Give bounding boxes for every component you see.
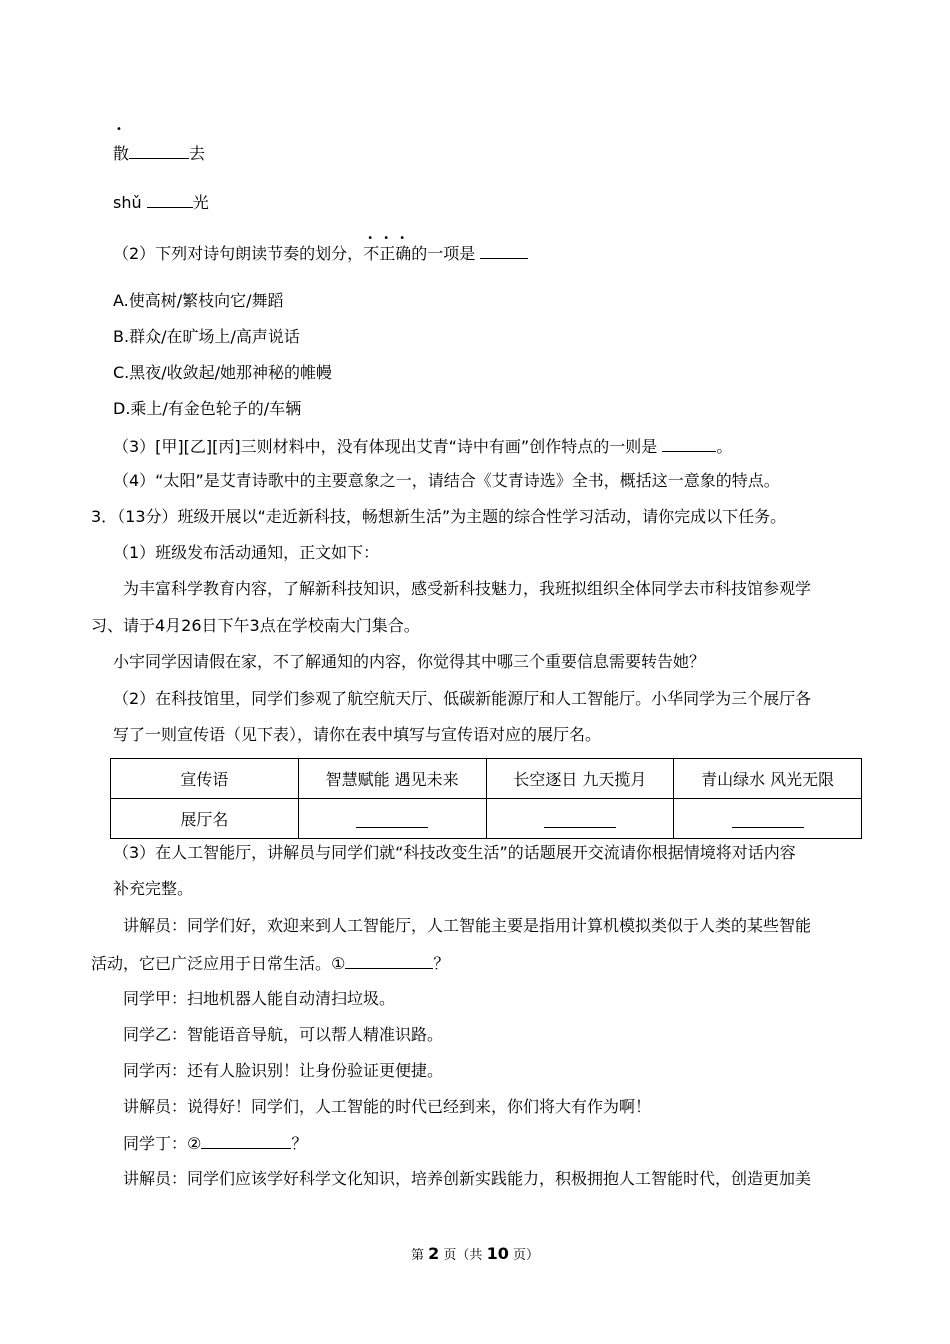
page-total: 10 — [486, 1244, 509, 1263]
question-text: （3）[甲][乙][丙]三则材料中，没有体现出艾青“诗中有画”创作特点的一则是 — [113, 437, 658, 456]
guide-speech-1-line1: 讲解员：同学们好，欢迎来到人工智能厅，人工智能主要是指用计算机模拟类似于人类的某些智能 — [123, 916, 812, 935]
page-footer: 第 2 页（共 10 页） — [410, 1244, 539, 1263]
guide-speech-2: 讲解员：说得好！同学们，人工智能的时代已经到来，你们将大有作为啊！ — [123, 1097, 652, 1116]
question-text: 的一项是 — [411, 244, 476, 263]
char-san: 散 — [113, 144, 130, 163]
question-3-1: （1）班级发布活动通知，正文如下： — [113, 543, 380, 562]
question-3-3-line2: 补充完整。 — [113, 879, 194, 898]
question-3-2-line2: 写了一则宣传语（见下表），请你在表中填写与宣传语对应的展厅名。 — [113, 725, 602, 744]
page-number: 2 — [428, 1244, 440, 1263]
student-ding: 同学丁：② ？ — [123, 1134, 308, 1153]
slogan-cell: 长空逐日 九天揽月 — [486, 759, 674, 799]
slogan-cell: 青山绿水 风光无限 — [674, 759, 862, 799]
table-row — [111, 799, 862, 839]
answer-blank[interactable] — [147, 191, 193, 208]
question-3-3-line1: （3）在人工智能厅，讲解员与同学们就“科技改变生活”的话题展开交流请你根据情境将对话内容 — [113, 843, 796, 862]
table-row — [111, 759, 862, 799]
char-qu: 去 — [189, 144, 206, 163]
fill-row-san — [113, 142, 205, 165]
option-c: C.黑夜/收敛起/她那神秘的帷幔 — [113, 363, 333, 382]
question-2-4: （4）“太阳”是艾青诗歌中的主要意象之一，请结合《艾青诗选》全书，概括这一意象的特点。 — [113, 471, 780, 490]
question-3-title: 3．（13分）班级开展以“走近新科技，畅想新生活”为主题的综合性学习活动，请你完成以下任务。 — [91, 507, 787, 526]
question-2-2 — [113, 233, 528, 265]
answer-blank[interactable] — [662, 435, 716, 452]
answer-blank[interactable] — [732, 811, 804, 828]
emphasis-dot: • — [116, 124, 122, 135]
slogan-table — [110, 758, 862, 839]
emphasis-dot: • — [383, 233, 390, 244]
guide-speech-1-line2: 活动，它已广泛应用于日常生活。① ？ — [91, 954, 450, 973]
fill-row-shu — [113, 191, 209, 214]
answer-blank[interactable] — [356, 811, 428, 828]
table-header-cell: 展厅名 — [111, 799, 299, 839]
slogan-cell: 智慧赋能 遇见未来 — [298, 759, 486, 799]
emphasis-dot: • — [367, 233, 374, 244]
pinyin-shu: shǔ — [113, 193, 142, 212]
hall-name-cell[interactable] — [298, 799, 486, 839]
emphasis-dot: • — [399, 233, 406, 244]
option-a: A.使高树/繁枝向它/舞蹈 — [113, 291, 284, 310]
table-header-cell: 宣传语 — [111, 759, 299, 799]
hall-name-cell[interactable] — [486, 799, 674, 839]
char-guang: 光 — [192, 193, 209, 212]
guide-speech-3: 讲解员：同学们应该学好科学文化知识，培养创新实践能力，积极拥抱人工智能时代，创造更加美 — [123, 1169, 812, 1188]
student-bing: 同学丙：还有人脸识别！让身份验证更便捷。 — [123, 1061, 444, 1080]
answer-blank[interactable] — [544, 811, 616, 828]
option-b: B.群众/在旷场上/高声说话 — [113, 327, 300, 346]
question-text: （2）下列对诗句朗读节奏的划分， — [113, 244, 364, 263]
student-yi: 同学乙：智能语音导航，可以帮人精准识路。 — [123, 1025, 444, 1044]
question-3-1-ask: 小宇同学因请假在家，不了解通知的内容，你觉得其中哪三个重要信息需要转告她？ — [113, 652, 706, 671]
hall-name-cell[interactable] — [674, 799, 862, 839]
emphasized-text: • • • 不正确 — [363, 244, 411, 263]
question-2-3: （3）[甲][乙][丙]三则材料中，没有体现出艾青“诗中有画”创作特点的一则是 。 — [113, 437, 733, 456]
notice-line-2: 习、请于4月26日下午3点在学校南大门集合。 — [91, 616, 420, 635]
student-jia: 同学甲：扫地机器人能自动清扫垃圾。 — [123, 989, 396, 1008]
answer-blank[interactable] — [129, 142, 189, 159]
answer-blank[interactable] — [201, 1132, 291, 1149]
answer-blank[interactable] — [480, 242, 528, 259]
option-d: D.乘上/有金色轮子的/车辆 — [113, 399, 302, 418]
question-3-2-line1: （2）在科技馆里，同学们参观了航空航天厅、低碳新能源厅和人工智能厅。小华同学为三个展厅各 — [113, 689, 812, 708]
answer-blank[interactable] — [345, 952, 433, 969]
notice-line-1: 为丰富科学教育内容，了解新科技知识，感受新科技魅力，我班拟组织全体同学去市科技馆参观学 — [123, 579, 812, 598]
